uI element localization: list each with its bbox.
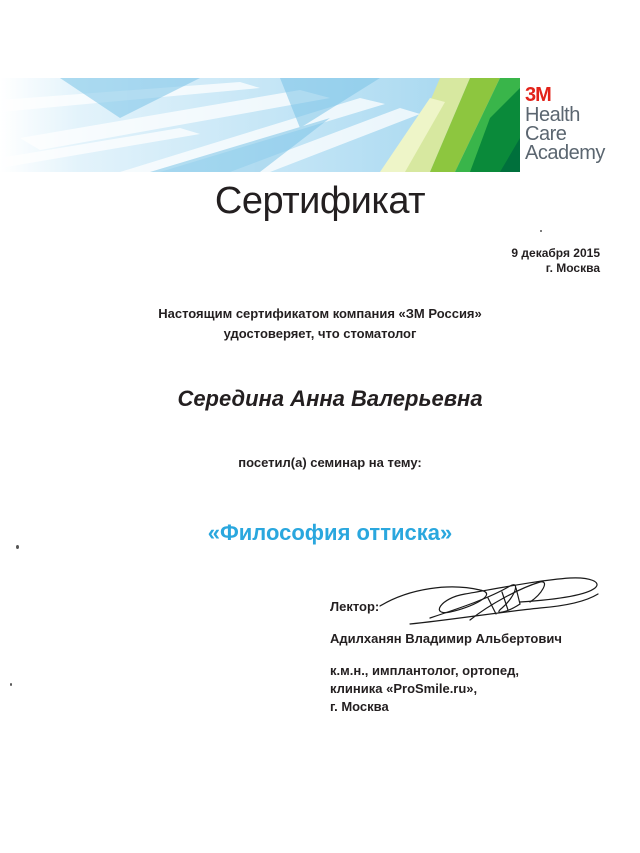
logo-line-health: Health [525, 104, 580, 126]
lecturer-city: г. Москва [330, 699, 389, 714]
logo-line-care: Care [525, 123, 567, 145]
logo-3m: 3M [525, 84, 551, 106]
decorative-banner [0, 78, 520, 172]
lecturer-clinic: клиника «ProSmile.ru», [330, 681, 478, 696]
date-block [511, 246, 600, 276]
scan-speck [10, 683, 12, 686]
logo-line-academy: Academy [525, 142, 605, 164]
intro-line-1: Настоящим сертификатом компания «ЗМ Россия» [158, 306, 482, 321]
intro-text [0, 304, 640, 344]
lecturer-credentials: к.м.н., имплантолог, ортопед, [330, 663, 519, 678]
certificate-date: 9 декабря 2015 [511, 246, 600, 260]
scan-speck [16, 545, 19, 549]
intro-line-2: удостоверяет, что стоматолог [223, 326, 417, 341]
certificate-city: г. Москва [545, 261, 600, 275]
lecturer-block [330, 598, 562, 716]
lecturer-name: Адилханян Владимир Альбертович [330, 631, 562, 646]
lecturer-label: Лектор: [330, 599, 380, 614]
scan-speck [540, 230, 542, 232]
3m-health-care-academy-logo [525, 84, 635, 163]
recipient-name: Середина Анна Валерьевна [177, 386, 483, 411]
attended-text: посетил(а) семинар на тему: [238, 455, 422, 470]
seminar-topic: «Философия оттиска» [207, 520, 453, 545]
certificate-title: Сертификат [214, 180, 426, 222]
